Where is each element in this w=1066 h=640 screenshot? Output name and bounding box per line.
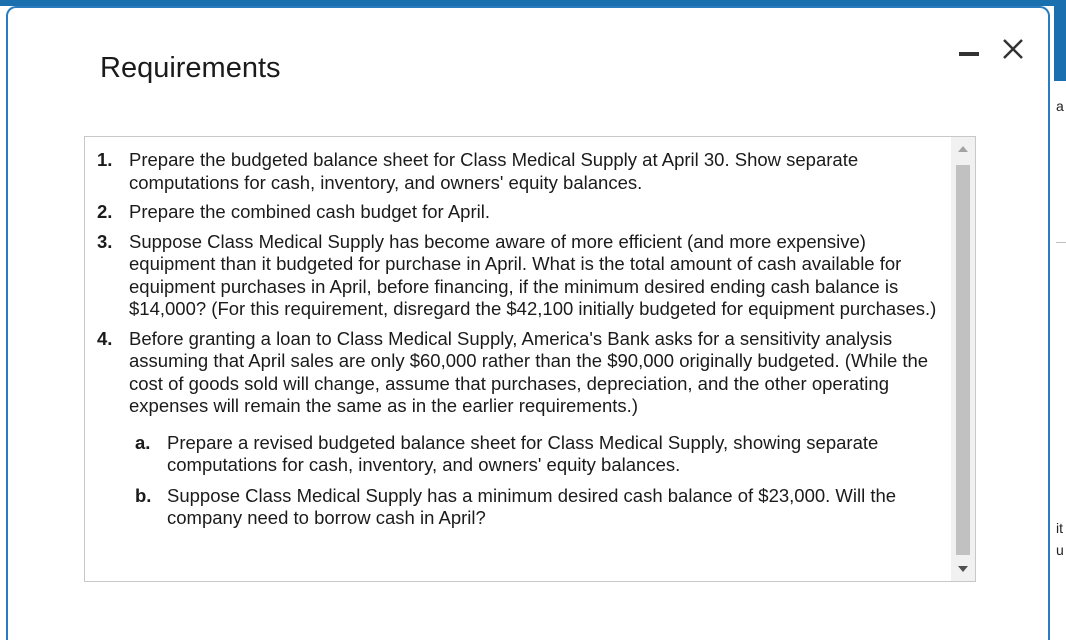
requirement-number: 4.: [97, 327, 113, 349]
background-text-fragment: it: [1056, 520, 1063, 536]
scroll-up-button[interactable]: [951, 137, 975, 161]
requirement-item: [97, 149, 947, 194]
requirement-text: Suppose Class Medical Supply has become aware of more efficient (and more expensive) equipment than it budgeted for purchase in April. What is the total amount of cash available for equipment purchases in April, before financing, if the minimum desired ending cash balance is $14,000? (For this requirement, disregard the $42,100 initially budgeted for equipment purchases.): [129, 230, 937, 319]
background-right-accent: [1054, 6, 1066, 81]
triangle-down-icon: [951, 557, 975, 581]
requirements-modal: [6, 6, 1050, 640]
minimize-icon: [959, 52, 979, 56]
background-text-fragment: a: [1056, 98, 1064, 114]
requirement-item: [97, 231, 947, 321]
triangle-up-icon: [951, 137, 975, 161]
scroll-down-button[interactable]: [951, 557, 975, 581]
minimize-button[interactable]: [956, 36, 984, 64]
requirement-number: 1.: [97, 149, 113, 170]
requirement-text: Before granting a loan to Class Medical Supply, America's Bank asks for a sensitivity analysis assuming that April sales are only $60,000 rather than the $90,000 originally budgeted. (While the cost of goods sold will change, assume that purchases, depreciation, and the other operating expenses will remain the same as in the earlier requirements.): [129, 327, 929, 416]
requirement-text: Prepare the combined cash budget for April.: [129, 201, 490, 222]
requirements-content: [84, 136, 976, 582]
requirements-list: [97, 149, 947, 538]
sub-requirement-letter: b.: [135, 484, 152, 506]
requirement-number: 3.: [97, 230, 113, 252]
close-button[interactable]: [998, 34, 1028, 64]
requirement-text: Prepare the budgeted balance sheet for Class Medical Supply at April 30. Show separate computations for cash, inventory, and owners' equity balances.: [129, 149, 859, 193]
sub-requirements-list: [129, 432, 947, 530]
vertical-scrollbar[interactable]: [951, 137, 975, 581]
requirement-number: 2.: [97, 201, 113, 222]
sub-requirement-item: [129, 485, 947, 530]
sub-requirement-text: Prepare a revised budgeted balance sheet for Class Medical Supply, showing separate computations for cash, inventory, and owners' equity balances.: [167, 431, 879, 475]
modal-title: Requirements: [100, 52, 281, 84]
requirement-item: [97, 201, 947, 224]
close-icon: [998, 34, 1028, 64]
requirement-item: [97, 328, 947, 530]
background-divider: [1056, 242, 1066, 243]
sub-requirement-text: Suppose Class Medical Supply has a minimum desired cash balance of $23,000. Will the company need to borrow cash in April?: [167, 484, 897, 528]
background-text-fragment: u: [1056, 542, 1064, 558]
sub-requirement-letter: a.: [135, 431, 151, 453]
sub-requirement-item: [129, 432, 947, 477]
scroll-thumb[interactable]: [956, 165, 970, 555]
